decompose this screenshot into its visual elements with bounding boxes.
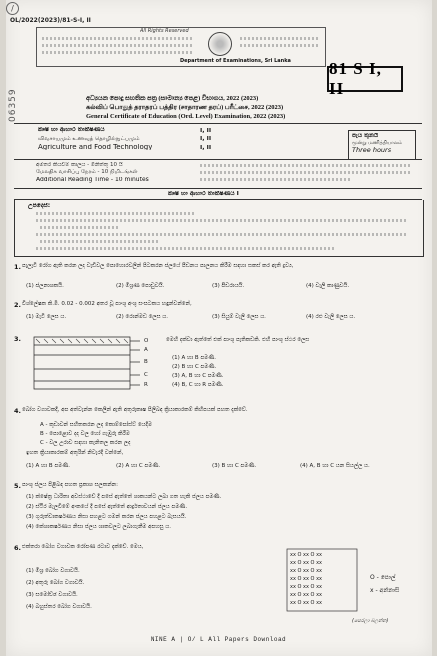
question-text-6: එක්තරා බෝග වගාවක රෝපණ රටාව දැක්වේ. මෙය, bbox=[22, 544, 144, 550]
svg-text:xx O xx O xx: xx O xx O xx bbox=[290, 600, 322, 606]
q3-option-2: (2) B හා C පමණි. bbox=[172, 364, 217, 370]
question-number-3: 3. bbox=[14, 335, 21, 343]
question-text-5: පාංශු ජලය පිළිබඳ පහත ප්‍රකාශ සලකන්න: bbox=[22, 482, 118, 488]
svg-text:xx O xx O xx: xx O xx O xx bbox=[290, 592, 322, 598]
question-text-3: මෙහි දක්වා ඇත්තේ එක් පාංශු පැතිකඩකි. එහි පාංශු ස්ථර ලෙස bbox=[166, 337, 310, 343]
exam-title-si: අධ්‍යයන පොදු සහතික පත්‍ර (සාමාන්‍ය පෙළ) විභාගය, 2022 (2023) bbox=[86, 95, 259, 102]
question-text-1: පැලෑටි රෝග ඇති කරන ලද වැඩිවල පොහොරවලින් පිටකරන ජලයේ පීඩනය පාලනය කිරීම සඳහා සකස් කර ඇති ද්‍රව්‍ය, bbox=[22, 263, 294, 269]
subject-si: කෘෂි හා ආහාර තාක්ෂණය bbox=[38, 127, 105, 133]
q6-option-4: (4) බහුස්තර බෝග වගාවයි. bbox=[26, 604, 92, 610]
question-number-4: 4. bbox=[14, 407, 21, 415]
q5-option-3: (3) ගුරුත්වාකර්ෂණය නිසා පහළට ගමන් කරන ජලය පහළට බැසයයි. bbox=[26, 514, 187, 520]
q5-option-1: (1) ක්ෂේත්‍ර ධාරිතා අවස්ථාවේ දී පසේ ඇත්තේ ශාකයන්ට ලබා ගත හැකි ජලය පමණි. bbox=[26, 494, 222, 500]
soil-layer-c: C bbox=[144, 372, 148, 378]
svg-text:xx O xx O xx: xx O xx O xx bbox=[290, 576, 322, 582]
reading-time-ta: மேலதிக வாசிப்பு நேரம் - 10 நிமிடங்கள் bbox=[36, 169, 138, 175]
q2-option-4: (4) රළු වැලි ලෙස ය. bbox=[306, 314, 356, 320]
q3-option-4: (4) B, C හා R පමණි. bbox=[172, 382, 224, 388]
svg-text:xx O xx O xx: xx O xx O xx bbox=[290, 560, 322, 566]
q4-prompt: ඉහත ක්‍රියාකාරකම් අතුරින් නිවැරදි වන්නේ, bbox=[26, 450, 124, 456]
duration-ta: மூன்று மணித்தியாலம் bbox=[352, 140, 403, 146]
q1-option-3: (3) පීඩරායයි. bbox=[212, 283, 245, 289]
planting-pattern-diagram bbox=[286, 548, 358, 612]
copyright-text: All Rights Reserved bbox=[140, 28, 189, 34]
q1-option-4: (4) වැලි කාණුවයි. bbox=[306, 283, 350, 289]
q4-item-a: A - කුඩාවන් සහිතකරන ලද කොම්පෝස්ට් යෙදීම bbox=[40, 422, 152, 428]
q3-option-3: (3) A, B හා C පමණි. bbox=[172, 373, 224, 379]
instructions-frame bbox=[14, 200, 424, 257]
footer-banner: NINE A | O/ L All Papers Download bbox=[150, 636, 287, 643]
page-circle-icon: / bbox=[6, 2, 19, 15]
continue-note: (පෙරලා බලන්න) bbox=[352, 618, 389, 624]
q3-option-1: (1) A හා B පමණි. bbox=[172, 355, 217, 361]
exam-title-ta: கல்விப் பொதுத் தராதரப் பத்திர (சாதாரண தரப்) பரீட்சை, 2022 (2023) bbox=[86, 104, 284, 111]
duration-en: Three hours bbox=[352, 147, 392, 153]
soil-layer-b: B bbox=[144, 359, 148, 365]
subject-papers-2: I, II bbox=[200, 136, 212, 142]
exam-title-en: General Certificate of Education (Ord. Level) Examination, 2022 (2023) bbox=[86, 113, 286, 120]
svg-text:xx O xx O xx: xx O xx O xx bbox=[290, 568, 322, 574]
reading-time-en: Additional Reading Time - 10 minutes bbox=[36, 177, 149, 183]
q4-option-3: (3) B හා C පමණි. bbox=[212, 463, 257, 469]
q6-option-2: (2) අතුරු බෝග වගාවයි. bbox=[26, 580, 85, 586]
legend-coconut: O - පොල් bbox=[370, 574, 396, 581]
instructions-heading: උපදෙස්: bbox=[28, 203, 51, 209]
question-number-6: 6. bbox=[14, 544, 21, 552]
soil-layer-r: R bbox=[144, 382, 148, 388]
question-number-5: 5. bbox=[14, 482, 21, 490]
subject-papers-1: I, II bbox=[200, 128, 212, 134]
part-label: කෘෂි හා ආහාර තාක්ෂණය I bbox=[168, 191, 239, 197]
paper-code: OL/2022(2023)/81-S-I, II bbox=[10, 17, 91, 24]
subject-en: Agriculture and Food Technology bbox=[38, 144, 153, 150]
q1-option-2: (2) මිශ්‍රණ පොඩුවයි. bbox=[116, 283, 165, 289]
q4-item-b: B - පොළොව දද වල හෝ ගැඹුරු කිරීම bbox=[40, 431, 130, 437]
q4-option-2: (2) A හා C පමණි. bbox=[116, 463, 161, 469]
soil-layer-o: O bbox=[144, 338, 149, 344]
question-text-2: විශ්ලේෂක කි.මී. 0.02 - 0.002 අතර වූ පාංශු අංශු සංඝටකය හඳුන්වන්නේ, bbox=[22, 301, 192, 307]
q4-option-1: (1) A හා B පමණි. bbox=[26, 463, 71, 469]
subject-code-box: 81 S I, II bbox=[327, 66, 403, 92]
q5-option-4: (4) කේශාකර්ෂණය නිසා ජලය ශාකවලට ලබාගැනීම අපහසු ය. bbox=[26, 524, 171, 530]
q2-option-2: (2) රොන්මඩ ලෙස ය. bbox=[116, 314, 169, 320]
subject-papers-3: I, II bbox=[200, 145, 212, 151]
department-seal-icon bbox=[208, 32, 232, 56]
question-text-4: බෝග වගාවකදී, අප අත්වැන්න කෙලින් ඇති අතුරුකෘෂ පිලිබඳ ක්‍රියාකාරකම් කිහිපයක් පහත දැක්වේ. bbox=[22, 407, 248, 413]
question-number-2: 2. bbox=[14, 301, 21, 309]
duration-si: පැය තුනයි bbox=[352, 133, 379, 139]
q2-option-3: (3) සියුම් වැලි ලෙස ය. bbox=[212, 314, 266, 320]
q6-option-1: (1) මිශ්‍ර බෝග වගාවයි. bbox=[26, 568, 80, 574]
legend-pineapple: x - අන්නාසි bbox=[370, 587, 400, 594]
question-number-1: 1. bbox=[14, 263, 21, 271]
serial-number: 06359 bbox=[8, 88, 18, 122]
subject-ta: விவசாயமும் உணவுத் தொழில்நுட்பமும் bbox=[38, 136, 140, 142]
q4-option-4: (4) A, B හා C යන සියල්ල ය. bbox=[300, 463, 370, 469]
svg-text:xx O xx O xx: xx O xx O xx bbox=[290, 552, 322, 558]
reading-time-si: අමතර කියවීම් කාලය - මිනිත්තු 10 යි bbox=[36, 162, 123, 168]
soil-layer-a: A bbox=[144, 347, 148, 353]
department-name: Department of Examinations, Sri Lanka bbox=[180, 58, 291, 64]
svg-text:xx O xx O xx: xx O xx O xx bbox=[290, 584, 322, 590]
q1-option-1: (1) ජලනාශකයි. bbox=[26, 283, 64, 289]
q6-option-3: (3) සමෝච්ඡ වගාවයි. bbox=[26, 592, 78, 598]
soil-profile-diagram bbox=[30, 333, 170, 393]
q2-option-1: (1) මැටි ලෙස ය. bbox=[26, 314, 67, 320]
q5-option-2: (2) ස්ථිර මැලවීමේ අංකයේ දී පසේ ඇත්තේ ආර්ද්‍රතාවයන් ජලය පමණි. bbox=[26, 504, 188, 510]
q4-item-c: C - වල උරාව සඳහා කැනිතල කරන ලද bbox=[40, 440, 131, 446]
